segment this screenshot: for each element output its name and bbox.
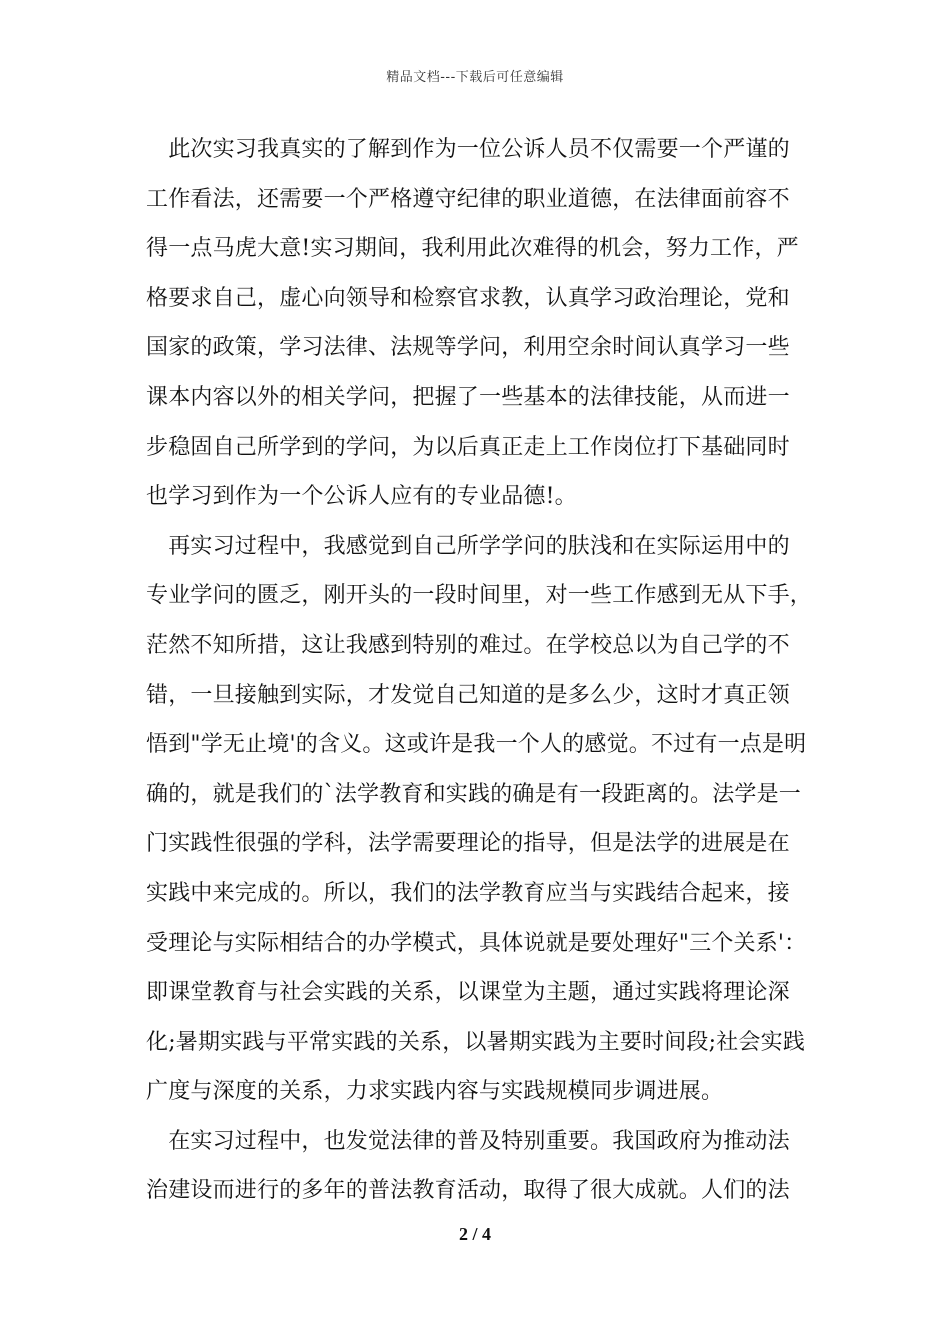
text-line: 此次实习我真实的了解到作为一位公诉人员不仅需要一个严谨的: [146, 137, 790, 162]
text-line: 茫然不知所措，这让我感到特别的难过。在学校总以为自己学的不: [146, 632, 790, 658]
page-header: 精品文档---下载后可任意编辑: [386, 70, 564, 85]
text-line: 化;暑期实践与平常实践的关系，以暑期实践为主要时间段;社会实践: [146, 1029, 806, 1055]
text-line: 悟到"学无止境'的含义。这或许是我一个人的感觉。不过有一点是明: [146, 732, 807, 758]
text-line: 广度与深度的关系，力求实践内容与实践规模同步调进展。: [146, 1079, 724, 1105]
text-line: 国家的政策，学习法律、法规等学问，利用空余时间认真学习一些: [146, 335, 790, 361]
text-line: 错，一旦接触到实际，才发觉自己知道的是多么少，这时才真正领: [146, 682, 790, 708]
text-line: 格要求自己，虚心向领导和检察官求教，认真学习政治理论，党和: [146, 285, 790, 311]
text-line: 步稳固自己所学到的学问，为以后真正走上工作岗位打下基础同时: [146, 434, 790, 460]
text-line: 专业学问的匮乏，刚开头的一段时间里，对一些工作感到无从下手，: [146, 583, 813, 609]
text-line: 确的，就是我们的`法学教育和实践的确是有一段距离的。法学是一: [146, 781, 802, 807]
body-text: [146, 125, 812, 1216]
text-line: 在实习过程中，也发觉法律的普及特别重要。我国政府为推动法: [146, 1128, 790, 1154]
text-line: 课本内容以外的相关学问，把握了一些基本的法律技能，从而进一: [146, 384, 790, 410]
page-number: 2 / 4: [458, 1224, 491, 1244]
text-line: 再实习过程中，我感觉到自己所学学问的肤浅和在实际运用中的: [146, 533, 790, 559]
text-line: 实践中来完成的。所以，我们的法学教育应当与实践结合起来，接: [146, 880, 790, 906]
text-line: 得一点马虎大意!实习期间，我利用此次难得的机会，努力工作，严: [146, 236, 799, 262]
text-line: 治建设而进行的多年的普法教育活动，取得了很大成就。人们的法: [146, 1178, 790, 1204]
text-line: 也学习到作为一个公诉人应有的专业品德!。: [146, 484, 577, 510]
text-line: 受理论与实际相结合的办学模式，具体说就是要处理好"三个关系'：: [146, 930, 807, 956]
text-line: 门实践性很强的学科，法学需要理论的指导，但是法学的进展是在: [146, 831, 790, 857]
text-line: 即课堂教育与社会实践的关系，以课堂为主题，通过实践将理论深: [146, 980, 790, 1006]
text-line: 工作看法，还需要一个严格遵守纪律的职业道德，在法律面前容不: [146, 186, 790, 212]
